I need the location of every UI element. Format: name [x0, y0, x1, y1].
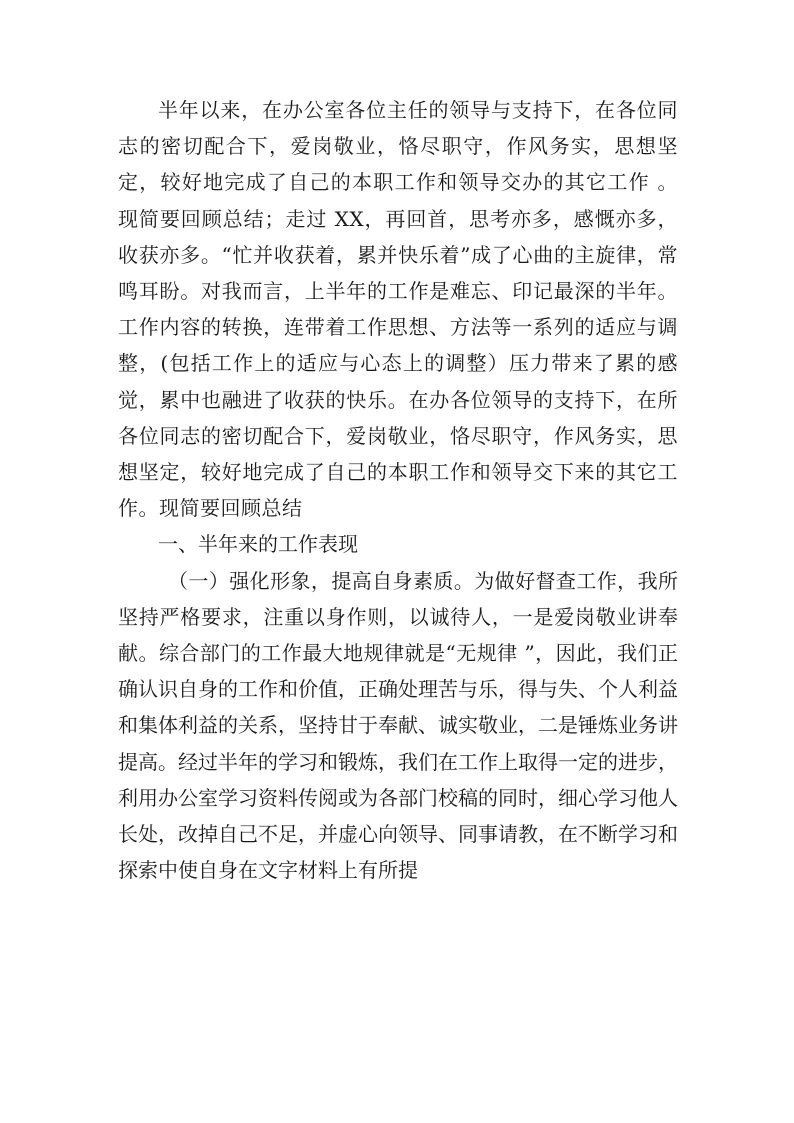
body-paragraph: 半年以来，在办公室各位主任的领导与支持下，在各位同志的密切配合下，爱岗敬业，恪尽职守，作风务实，思想坚定，较好地完成了自己的本职工作和领导交办的其它工作 。现简要回顾总结；走过 XX，再回首，思考亦多，感慨亦多，收获亦多。“忙并收获着，累并快乐着”成了心曲的主旋律，常鸣耳盼。对我而言，上半年的工作是难忘、印记最深的半年。工作内容的转换，连带着工作思想、方法等一系列的适应与调整，(包括工作上的适应与心态上的调整）压力带来了累的感觉，累中也融进了收获的快乐。在办各位领导的支持下，在所各位同志的密切配合下，爱岗敬业，恪尽职守，作风务实，思想坚定，较好地完成了自己的本职工作和领导交下来的其它工作。现简要回顾总结	[118, 98, 678, 521]
body-paragraph: （一）强化形象，提高自身素质。为做好督查工作，我所坚持严格要求，注重以身作则，以诚待人，一是爱岗敬业讲奉献。综合部门的工作最大地规律就是“无规律 ”，因此，我们正确认识自身的工作和价值，正确处理苦与乐，得与失、个人利益和集体利益的关系，坚持甘于奉献、诚实敬业，二是锤炼业务讲提高。经过半年的学习和锻炼，我们在工作上取得一定的进步，利用办公室学习资料传阅或为各部门校稿的同时，细心学习他人长处，改掉自己不足，并虚心向领导、同事请教，在不断学习和探索中使自身在文字材料上有所提	[118, 568, 678, 883]
document-body	[118, 92, 678, 888]
section-heading: 一、半年来的工作表现	[158, 532, 358, 557]
